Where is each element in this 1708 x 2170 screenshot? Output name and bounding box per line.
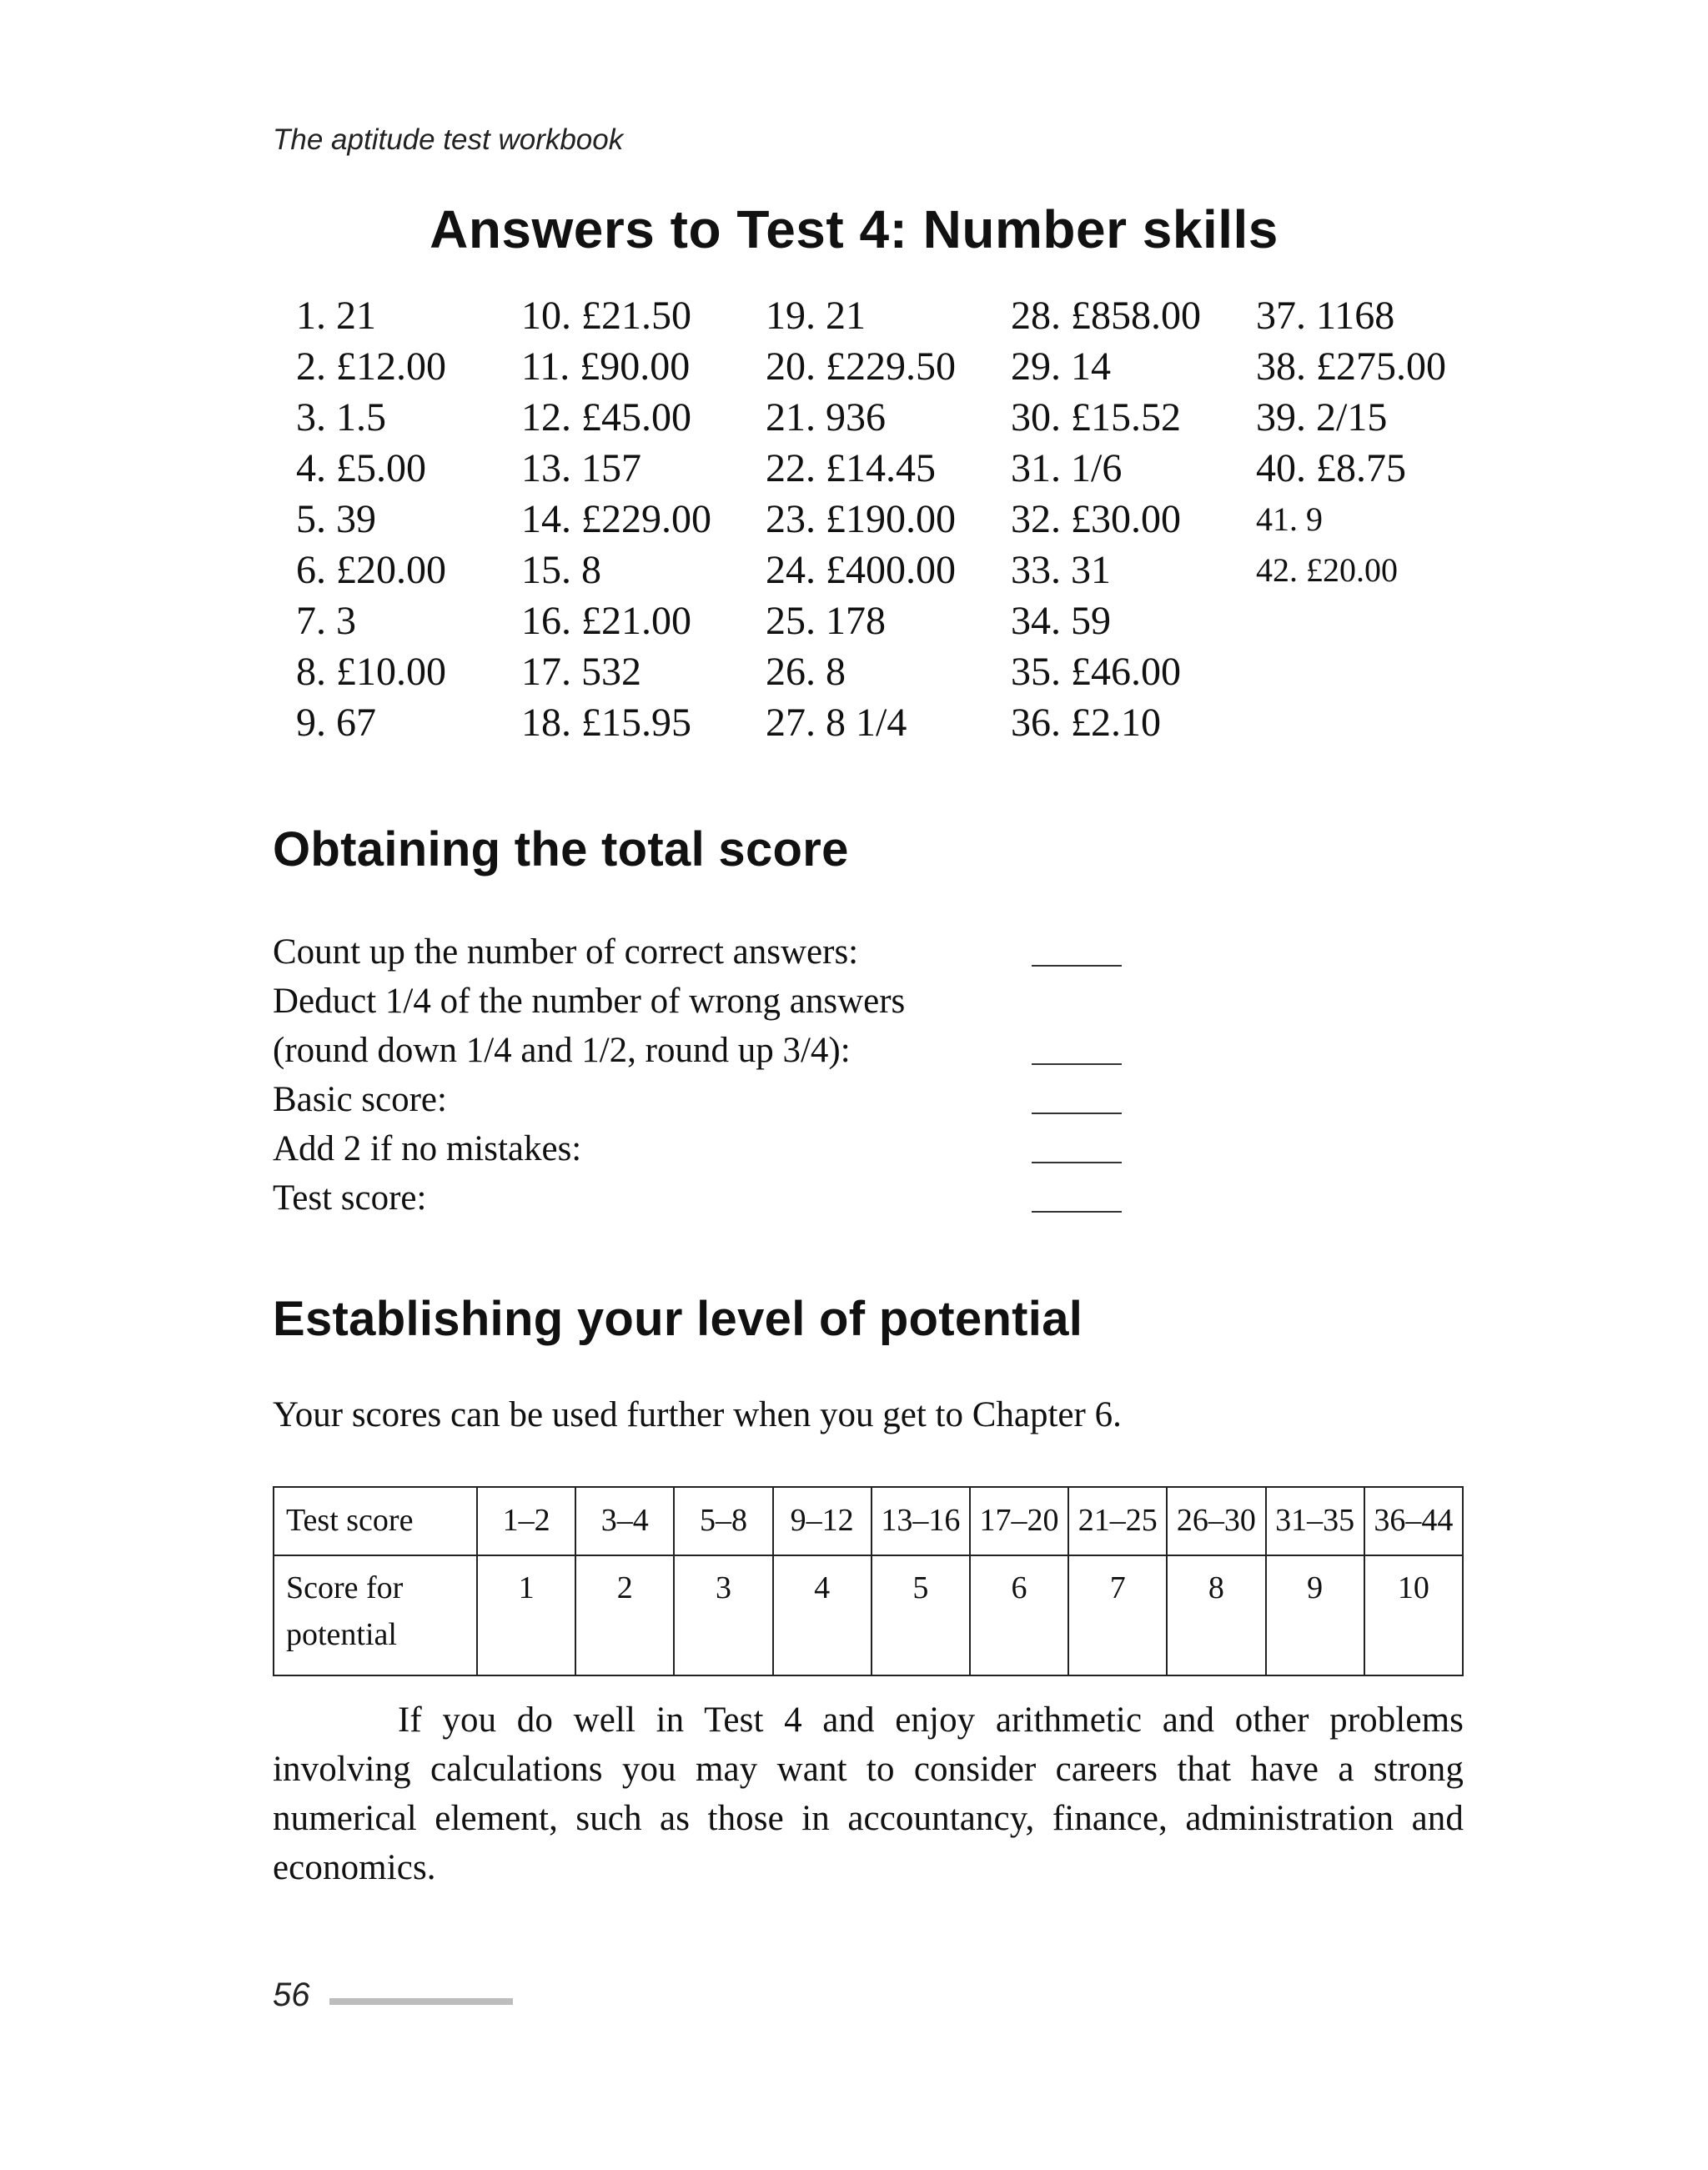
answer-item: 11. £90.00 xyxy=(521,344,691,389)
answer-item: 25. 178 xyxy=(766,599,886,643)
row-header: Test score xyxy=(274,1487,477,1555)
table-cell: 17–20 xyxy=(970,1487,1068,1555)
intro-text: Your scores can be used further when you get to Chapter 6. xyxy=(273,1395,1122,1434)
page-number: 56 xyxy=(273,1977,310,2013)
answer-item: 12. £45.00 xyxy=(521,395,691,440)
score-step xyxy=(273,1173,1190,1223)
answer-item: 7. 3 xyxy=(296,599,356,643)
answer-blank xyxy=(1032,1063,1122,1065)
answer-blank xyxy=(1032,1113,1122,1114)
answer-item: 29. 14 xyxy=(1011,344,1111,389)
answer-item: 17. 532 xyxy=(521,650,641,694)
answer-item: 40. £8.75 xyxy=(1256,446,1406,490)
answer-column-3 xyxy=(766,290,956,748)
answer-blank xyxy=(1032,1211,1122,1213)
table-cell: 3–4 xyxy=(575,1487,674,1555)
total-score-worksheet xyxy=(273,927,1190,1223)
answer-item: 15. 8 xyxy=(521,548,601,592)
footer-rule xyxy=(329,1998,513,2005)
table-cell: 4 xyxy=(773,1555,872,1675)
answer-item: 27. 8 1/4 xyxy=(766,701,907,745)
page-title: Answers to Test 4: Number skills xyxy=(430,199,1278,259)
answer-item: 8. £10.00 xyxy=(296,650,446,694)
answer-item: 31. 1/6 xyxy=(1011,446,1123,490)
table-cell: 31–35 xyxy=(1266,1487,1364,1555)
answer-item: 1. 21 xyxy=(296,294,376,338)
answer-item: 37. 1168 xyxy=(1256,294,1395,338)
answer-item: 5. 39 xyxy=(296,497,376,541)
row-header-line: potential xyxy=(286,1617,397,1652)
table-row-test-score xyxy=(274,1487,1463,1555)
table-cell: 2 xyxy=(575,1555,674,1675)
answer-column-2 xyxy=(521,290,711,748)
answer-item: 20. £229.50 xyxy=(766,344,956,389)
table-cell: 5 xyxy=(872,1555,970,1675)
table-cell: 13–16 xyxy=(872,1487,970,1555)
answer-item: 19. 21 xyxy=(766,294,866,338)
answer-item: 35. £46.00 xyxy=(1011,650,1181,694)
table-cell: 1 xyxy=(477,1555,575,1675)
answer-item: 24. £400.00 xyxy=(766,548,956,592)
answer-item: 34. 59 xyxy=(1011,599,1111,643)
table-cell: 3 xyxy=(674,1555,772,1675)
answer-item: 26. 8 xyxy=(766,650,846,694)
score-step xyxy=(273,1124,1190,1173)
answer-item: 38. £275.00 xyxy=(1256,344,1446,389)
table-cell: 9–12 xyxy=(773,1487,872,1555)
answer-item: 22. £14.45 xyxy=(766,446,936,490)
answer-item: 41. 9 xyxy=(1256,500,1323,538)
table-cell: 8 xyxy=(1167,1555,1265,1675)
score-step-label: Basic score: xyxy=(273,1080,447,1119)
running-head: The aptitude test workbook xyxy=(273,123,624,156)
answer-key xyxy=(0,290,1708,757)
score-step-label: Deduct 1/4 of the number of wrong answers xyxy=(273,982,906,1021)
answer-item: 28. £858.00 xyxy=(1011,294,1201,338)
score-step xyxy=(273,927,1190,977)
answer-column-1 xyxy=(296,290,446,748)
answer-item: 2. £12.00 xyxy=(296,344,446,389)
answer-column-4 xyxy=(1011,290,1201,748)
answer-item: 14. £229.00 xyxy=(521,497,711,541)
score-step xyxy=(273,1075,1190,1124)
row-header xyxy=(274,1555,477,1675)
answer-item: 39. 2/15 xyxy=(1256,395,1388,440)
answer-item: 13. 157 xyxy=(521,446,641,490)
answer-item: 42. £20.00 xyxy=(1256,551,1398,589)
score-step-label: Count up the number of correct answers: xyxy=(273,932,859,972)
answer-item: 10. £21.50 xyxy=(521,294,691,338)
table-cell: 5–8 xyxy=(674,1487,772,1555)
answer-item: 36. £2.10 xyxy=(1011,701,1161,745)
table-cell: 6 xyxy=(970,1555,1068,1675)
answer-blank xyxy=(1032,965,1122,967)
table-cell: 26–30 xyxy=(1167,1487,1265,1555)
table-cell: 9 xyxy=(1266,1555,1364,1675)
answer-item: 6. £20.00 xyxy=(296,548,446,592)
section-heading-potential: Establishing your level of potential xyxy=(273,1292,1083,1346)
potential-table xyxy=(273,1486,1464,1676)
table-cell: 21–25 xyxy=(1068,1487,1167,1555)
answer-item: 18. £15.95 xyxy=(521,701,691,745)
score-step-label: Test score: xyxy=(273,1178,427,1218)
score-step xyxy=(273,1026,1190,1075)
table-cell: 36–44 xyxy=(1364,1487,1463,1555)
row-header-line: Score for xyxy=(286,1570,404,1605)
answer-item: 4. £5.00 xyxy=(296,446,426,490)
answer-item: 23. £190.00 xyxy=(766,497,956,541)
answer-item: 32. £30.00 xyxy=(1011,497,1181,541)
score-step-label: Add 2 if no mistakes: xyxy=(273,1129,582,1168)
table-cell: 10 xyxy=(1364,1555,1463,1675)
answer-item: 16. £21.00 xyxy=(521,599,691,643)
score-step-label: (round down 1/4 and 1/2, round up 3/4): xyxy=(273,1031,851,1070)
answer-item: 9. 67 xyxy=(296,701,376,745)
score-step xyxy=(273,977,1190,1026)
answer-column-5 xyxy=(1256,290,1446,595)
section-heading-total-score: Obtaining the total score xyxy=(273,822,849,877)
answer-blank xyxy=(1032,1162,1122,1163)
answer-item: 33. 31 xyxy=(1011,548,1111,592)
table-row-potential xyxy=(274,1555,1463,1675)
answer-item: 30. £15.52 xyxy=(1011,395,1181,440)
careers-paragraph: If you do well in Test 4 and enjoy arithmetic and other problems involving calculations you may want to consider careers that have a strong numerical element, such as those in accountancy, finance, administration and economics. xyxy=(273,1700,1464,1887)
answer-item: 3. 1.5 xyxy=(296,395,386,440)
answer-item: 21. 936 xyxy=(766,395,886,440)
table-cell: 1–2 xyxy=(477,1487,575,1555)
table-cell: 7 xyxy=(1068,1555,1167,1675)
